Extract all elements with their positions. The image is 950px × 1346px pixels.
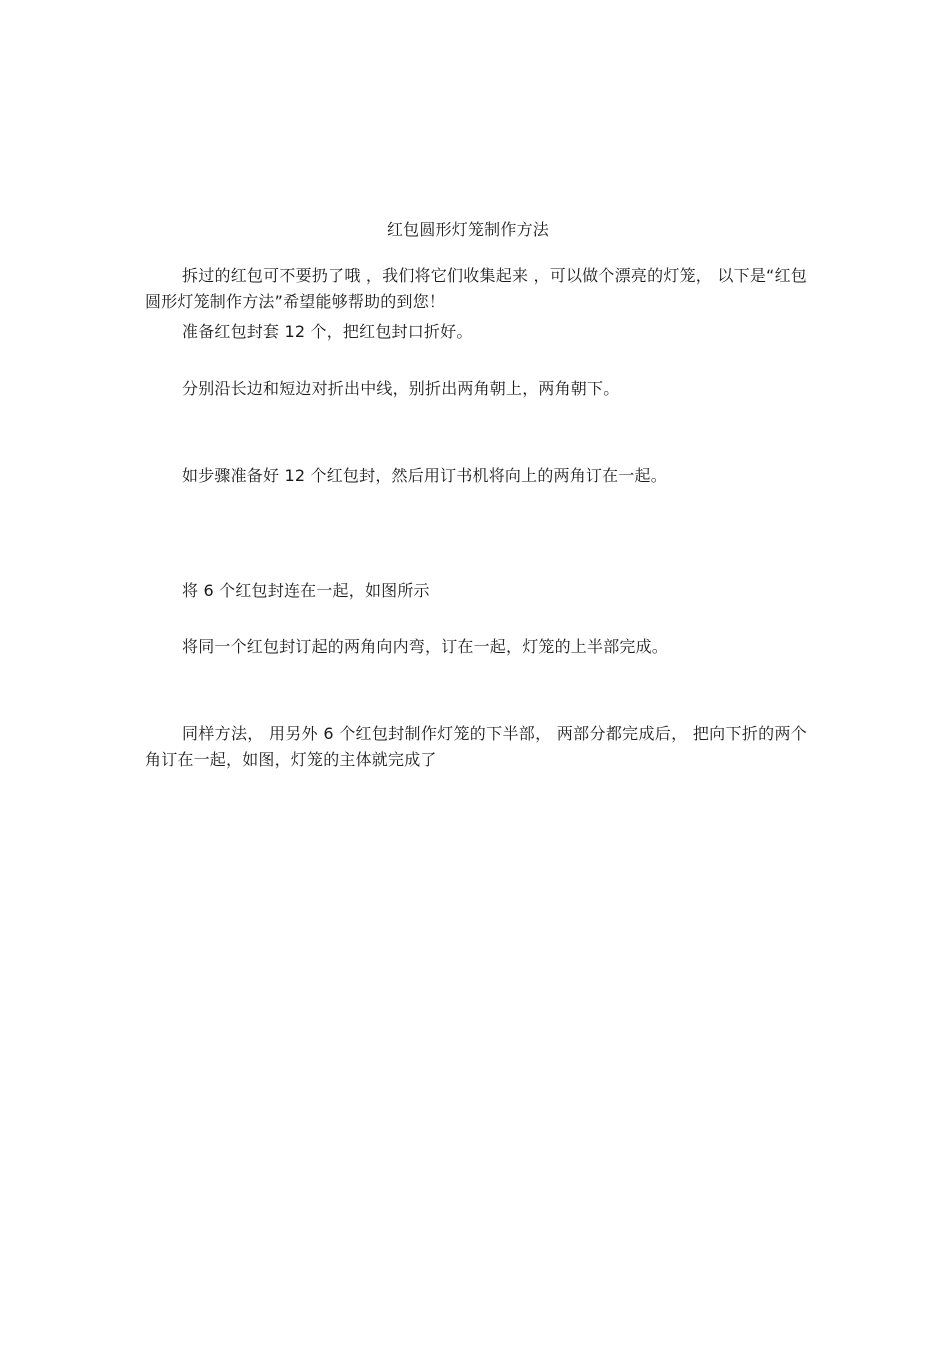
step-paragraph-upper-half: 将同一个红包封订起的两角向内弯，订在一起，灯笼的上半部完成。: [182, 637, 669, 656]
step-paragraph-prepare: 准备红包封套 12 个，把红包封口折好。: [182, 322, 473, 341]
step-paragraph-fold: 分别沿长边和短边对折出中线，别折出两角朝上，两角朝下。: [182, 379, 620, 398]
intro-paragraph: 拆过的红包可不要扔了哦 ，我们将它们收集起来 ，可以做个漂亮的灯笼， 以下是“红包圆形灯笼制作方法”希望能够帮助的到您！: [145, 266, 807, 311]
step-paragraph-lower-half: 同样方法， 用另外 6 个红包封制作灯笼的下半部， 两部分都完成后， 把向下折的两个角订在一起，如图，灯笼的主体就完成了: [145, 724, 807, 769]
step-paragraph-connect: 将 6 个红包封连在一起，如图所示: [182, 581, 430, 600]
document-title: 红包圆形灯笼制作方法: [386, 220, 549, 239]
step-paragraph-staple: 如步骤准备好 12 个红包封，然后用订书机将向上的两角订在一起。: [182, 466, 667, 485]
